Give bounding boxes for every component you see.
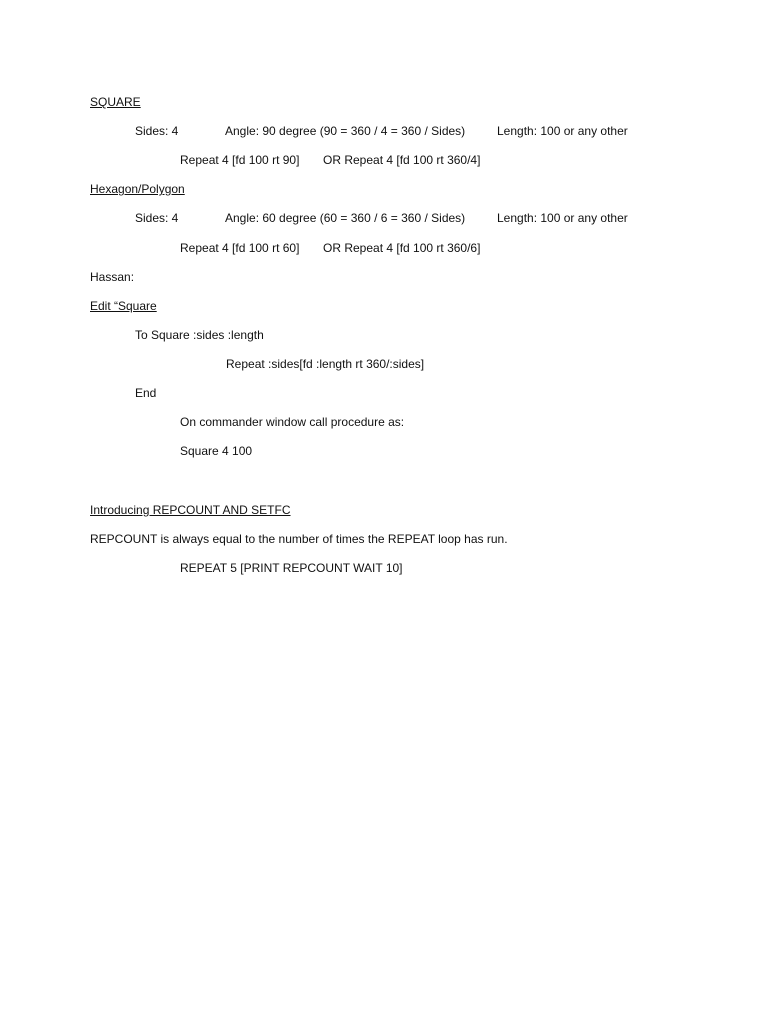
square-heading: SQUARE	[90, 95, 141, 109]
repcount-description: REPCOUNT is always equal to the number of times the REPEAT loop has run.	[90, 532, 508, 546]
square-sides: Sides: 4	[135, 124, 179, 138]
repcount-heading: Introducing REPCOUNT AND SETFC	[90, 503, 291, 517]
hexagon-sides: Sides: 4	[135, 211, 179, 225]
square-length: Length: 100 or any other	[497, 124, 628, 138]
edit-to-line: To Square :sides :length	[135, 328, 264, 342]
hexagon-repeat-a: Repeat 4 [fd 100 rt 60]	[180, 241, 300, 255]
hexagon-angle: Angle: 60 degree (60 = 360 / 6 = 360 / Sides)	[225, 211, 466, 225]
hexagon-heading: Hexagon/Polygon	[90, 182, 185, 196]
hassan-label: Hassan:	[90, 270, 135, 284]
edit-heading: Edit “Square	[90, 299, 157, 313]
repcount-example: REPEAT 5 [PRINT REPCOUNT WAIT 10]	[180, 561, 403, 575]
square-repeat-a: Repeat 4 [fd 100 rt 90]	[180, 153, 300, 167]
edit-commander-note: On commander window call procedure as:	[180, 415, 405, 429]
hexagon-repeat-b: OR Repeat 4 [fd 100 rt 360/6]	[323, 241, 481, 255]
square-angle: Angle: 90 degree (90 = 360 / 4 = 360 / Sides)	[225, 124, 466, 138]
square-repeat-b: OR Repeat 4 [fd 100 rt 360/4]	[323, 153, 481, 167]
edit-call-line: Square 4 100	[180, 444, 253, 458]
edit-end-line: End	[135, 386, 157, 400]
edit-repeat-line: Repeat :sides[fd :length rt 360/:sides]	[226, 357, 425, 371]
hexagon-length: Length: 100 or any other	[497, 211, 628, 225]
